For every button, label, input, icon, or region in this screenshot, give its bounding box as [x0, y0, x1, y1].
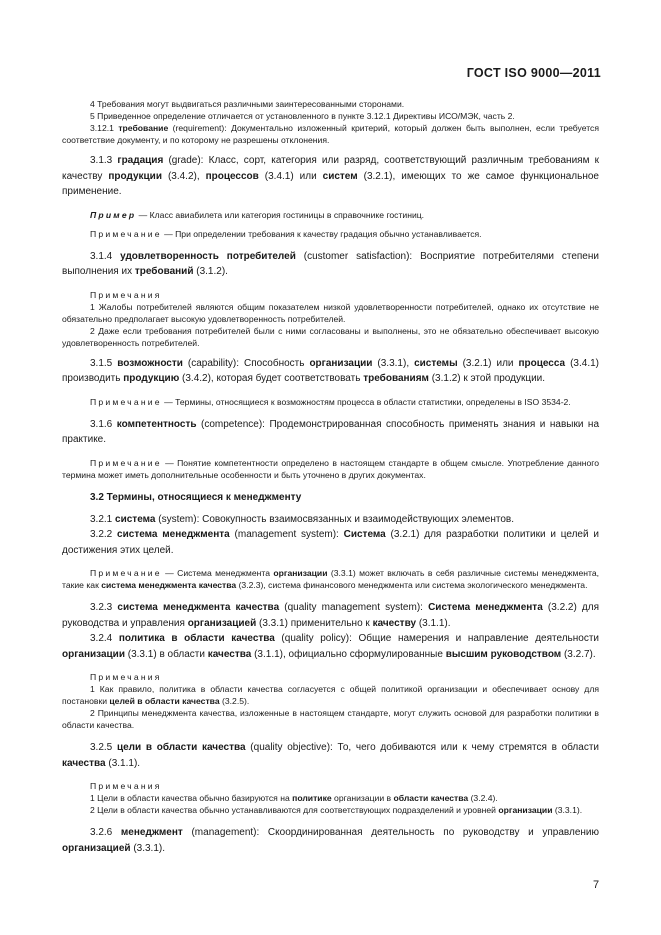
paragraph: 4 Требования могут выдвигаться различными заинтересованными сторонами. [90, 99, 405, 109]
paragraph: 2 Даже если требования потребителей были с ними согласованы и выполнены, это не обязательно обеспечивает высокую удовлетворенность потребителей. [62, 325, 599, 348]
document-body [62, 98, 599, 856]
document-header: ГОСТ ISO 9000—2011 [466, 66, 601, 80]
paragraph: 2 Принципы менеджмента качества, изложенные в настоящем стандарте, могут служить основой для разработки политики в области качества. [62, 708, 599, 730]
paragraph: 1 Жалобы потребителей являются общим показателем низкой удовлетворенности потребителей, однако их отсутствие не обязательно предполагает высокую удовлетворенность потребителей. [62, 301, 599, 324]
paragraph: 5 Приведенное определение отличается от установленного в пункте 3.12.1 Директивы ИСО/МЭК, часть 2. [90, 111, 515, 121]
paragraph: 3.1.6 компетентность (competence): Продемонстрированная способность применять знания и навыки на практике. [62, 418, 599, 445]
paragraph: 3.2.4 политика в области качества (quality policy): Общие намерения и направление деятельности организации (3.3.1) в области качества (3.1.1), официально сформулированные высшим руководством (3.2.7). [62, 633, 599, 660]
paragraph: 3.2 Термины, относящиеся к менеджменту [90, 491, 302, 503]
paragraph: Примечания [90, 289, 162, 300]
page-number: 7 [593, 879, 600, 891]
paragraph: Пример — Класс авиабилета или категория гостиницы в справочнике гостиниц. [90, 209, 425, 220]
paragraph: Примечание — Термины, относящиеся к возможностям процесса в области статистики, определены в ISO 3534-2. [90, 396, 571, 407]
paragraph: Примечания [90, 781, 162, 791]
paragraph: 1 Как правило, политика в области качества согласуется с общей политикой организации и обеспечивает основу для постановки целей в области качества (3.2.5). [62, 684, 599, 706]
paragraph: 3.1.5 возможности (capability): Способность организации (3.3.1), системы (3.2.1) или процесса (3.4.1) производить продукцию (3.4.2), которая будет соответствовать требованиям (3.1.2) к этой продукции. [62, 357, 599, 384]
paragraph: 3.2.5 цели в области качества (quality objective): То, чего добиваются или к чему стремятся в области качества (3.1.1). [62, 742, 599, 769]
paragraph: Примечания [90, 672, 162, 682]
paragraph: 1 Цели в области качества обычно базируются на политике организации в области качества (3.2.4). [90, 793, 498, 803]
paragraph: Примечание — Понятие компетентности определено в настоящем стандарте в общем смысле. Употребление данного термина может иметь дополнительные особенности и быть уточнено в других документах. [62, 457, 599, 480]
paragraph: 3.2.3 система менеджмента качества (quality management system): Система менеджмента (3.2.2) для руководства и управления организацией (3.3.1) применительно к качеству (3.1.1). [62, 602, 600, 629]
paragraph: 3.2.6 менеджмент (management): Скоординированная деятельность по руководству и управлению организацией (3.3.1). [62, 827, 599, 854]
paragraph: Примечание — При определении требования к качеству градация обычно устанавливается. [90, 228, 482, 239]
paragraph: 3.1.4 удовлетворенность потребителей (customer satisfaction): Восприятие потребителями степени выполнения их требований (3.1.2). [62, 250, 599, 277]
paragraph: 3.1.3 градация (grade): Класс, сорт, категория или разряд, соответствующий различным требованиям к качеству продукции (3.4.2), процессов (3.4.1) или систем (3.2.1), имеющих то же самое функциональное применение. [62, 155, 599, 197]
paragraph: 2 Цели в области качества обычно устанавливаются для соответствующих подразделений и уровней организации (3.3.1). [90, 805, 583, 815]
paragraph: 3.2.1 система (system): Совокупность взаимосвязанных и взаимодействующих элементов. [90, 513, 514, 525]
paragraph: 3.12.1 требование (requirement): Документально изложенный критерий, который должен быть выполнен, если требуется соответствие документу, и по которому не разрешены отклонения. [62, 123, 599, 145]
paragraph: Примечание — Система менеджмента организации (3.3.1) может включать в себя различные системы менеджмента, такие как система менеджмента качества (3.2.3), система финансового менеджмента или система экологического менеджмента. [62, 568, 599, 590]
paragraph: 3.2.2 система менеджмента (management system): Система (3.2.1) для разработки политики и целей и достижения этих целей. [62, 529, 599, 556]
